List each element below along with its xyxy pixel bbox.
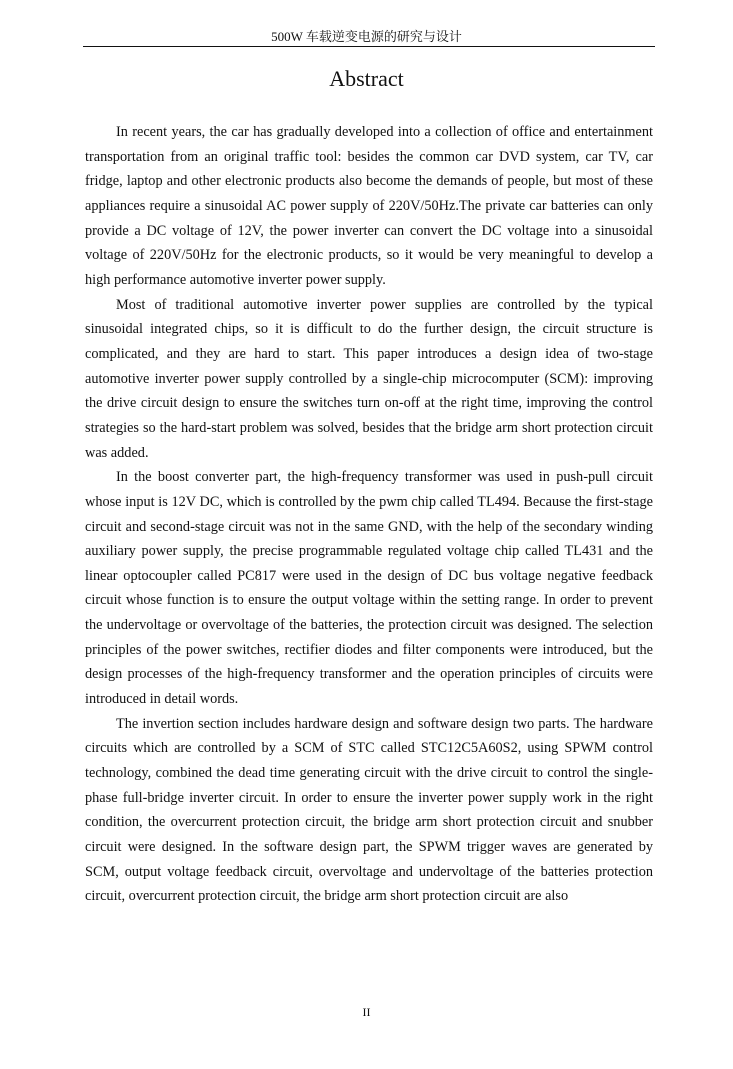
abstract-paragraph: In the boost converter part, the high-frequency transformer was used in push-pull circuit whose input is 12V DC, which is controlled by the pwm chip called TL494. Because the first-stage circuit and second-stage circuit was not in the same GND, with the help of the secondary winding auxiliary power supply, the precise programmable regulated voltage chip called TL431 and the linear optocoupler called PC817 were used in the design of DC bus voltage negative feedback circuit whose function is to ensure the output voltage within the setting range. In order to prevent the undervoltage or overvoltage of the batteries, the protection circuit was designed. The selection principles of the power switches, rectifier diodes and filter components were introduced, but the design processes of the high-frequency transformer and the operation principles of circuits were introduced in detail words.: [85, 469, 653, 708]
running-header: 500W 车载逆变电源的研究与设计: [271, 29, 462, 44]
page-title: Abstract: [329, 66, 404, 91]
abstract-paragraph: Most of traditional automotive inverter power supplies are controlled by the typical sinusoidal integrated chips, so it is difficult to do the further design, the circuit structure is complicated, and they are hard to start. This paper introduces a design idea of two-stage automotive inverter power supply controlled by a single-chip microcomputer (SCM): improving the drive circuit design to ensure the switches turn on-off at the right time, improving the control strategies so the hard-start problem was solved, besides that the bridge arm short protection circuit was added.: [85, 296, 653, 461]
abstract-paragraph: In recent years, the car has gradually developed into a collection of office and entertainment transportation from an original traffic tool: besides the common car DVD system, car TV, car fridge, laptop and other electronic products also become the demands of people, but most of these appliances require a sinusoidal AC power supply of 220V/50Hz.The private car batteries can only provide a DC voltage of 12V, the power inverter can convert the DC voltage into a sinusoidal voltage of 220V/50Hz for the electronic products, so it would be very meaningful to develop a high performance automotive inverter power supply.: [85, 124, 653, 288]
abstract-paragraph: The invertion section includes hardware design and software design two parts. The hardware circuits which are controlled by a SCM of STC called STC12C5A60S2, using SPWM control technology, combined the dead time generating circuit with the drive circuit to control the single-phase full-bridge inverter circuit. In order to ensure the inverter power supply work in the right condition, the overcurrent protection circuit, the bridge arm short protection circuit and snubber circuit were designed. In the software design part, the SPWM trigger waves are generated by SCM, output voltage feedback circuit, overvoltage and undervoltage of the batteries protection circuit, overcurrent protection circuit, the bridge arm short protection circuit are also: [85, 715, 653, 905]
abstract-body: [85, 120, 653, 909]
header-rule: [83, 46, 655, 47]
page-number: II: [362, 1005, 371, 1019]
